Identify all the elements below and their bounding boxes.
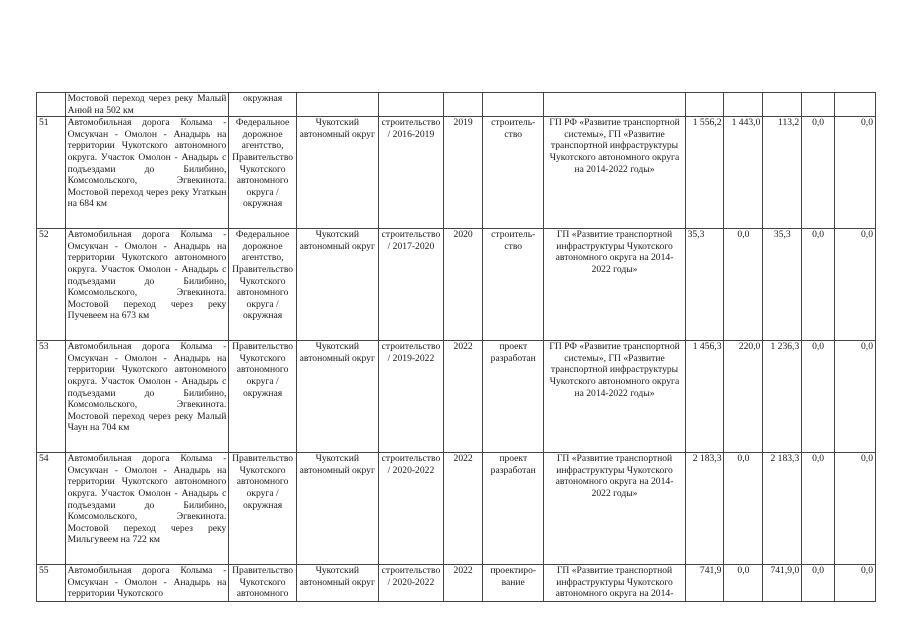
cell-year: 2022 bbox=[444, 453, 483, 565]
cell-local: 0,0 bbox=[802, 565, 835, 602]
cell-organization: Федеральное дорожное агентство, Правительство Чукотского автономного округа / окружная bbox=[229, 229, 297, 341]
objects-table bbox=[36, 92, 876, 602]
cell-stage: строитель-ство bbox=[483, 117, 544, 229]
cell-region bbox=[296, 93, 378, 117]
cell-other: 0,0 bbox=[834, 453, 875, 565]
table-row bbox=[37, 565, 876, 602]
cell-local bbox=[802, 93, 835, 117]
cell-federal: 1 443,0 bbox=[724, 117, 763, 229]
cell-total: 35,3 bbox=[685, 229, 724, 341]
cell-organization: Правительство Чукотского автономного округа / окружная bbox=[229, 453, 297, 565]
cell-year bbox=[444, 93, 483, 117]
cell-program: ГП РФ «Развитие транспортной системы», ГП «Развитие транспортной инфраструктуры Чукотского автономного округа на 2014-2022 годы» bbox=[544, 341, 685, 453]
cell-other bbox=[834, 93, 875, 117]
cell-other: 0,0 bbox=[834, 565, 875, 602]
cell-stage: проект разработан bbox=[483, 453, 544, 565]
cell-period: строительство / 2020-2022 bbox=[378, 565, 443, 602]
cell-object-name: Мостовой переход через реку Малый Анюй на 502 км bbox=[65, 93, 229, 117]
cell-region: Чукотский автономный округ bbox=[296, 453, 378, 565]
cell-year: 2022 bbox=[444, 565, 483, 602]
cell-other: 0,0 bbox=[834, 117, 875, 229]
cell-federal bbox=[724, 93, 763, 117]
cell-regional: 2 183,3 bbox=[763, 453, 802, 565]
cell-organization: окружная bbox=[229, 93, 297, 117]
cell-num: 52 bbox=[37, 229, 66, 341]
cell-regional: 741,9,0 bbox=[763, 565, 802, 602]
cell-regional: 1 236,3 bbox=[763, 341, 802, 453]
table-row bbox=[37, 117, 876, 229]
cell-region: Чукотский автономный округ bbox=[296, 341, 378, 453]
cell-federal: 0,0 bbox=[724, 453, 763, 565]
cell-federal: 0,0 bbox=[724, 565, 763, 602]
cell-year: 2019 bbox=[444, 117, 483, 229]
cell-local: 0,0 bbox=[802, 229, 835, 341]
cell-organization: Федеральное дорожное агентство, Правительство Чукотского автономного округа / окружная bbox=[229, 117, 297, 229]
cell-organization: Правительство Чукотского автономного bbox=[229, 565, 297, 602]
cell-object-name: Автомобильная дорога Колыма - Омсукчан - Омолон - Анадырь на территории Чукотского автономного округа. Участок Омолон - Анадырь с подъездами до Билибино, Комсомольского, Эгвекинота. Мостовой переход через реку Малый Чаун на 704 км bbox=[65, 341, 229, 453]
cell-regional: 35,3 bbox=[763, 229, 802, 341]
table-row bbox=[37, 453, 876, 565]
cell-program: ГП РФ «Развитие транспортной системы», ГП «Развитие транспортной инфраструктуры Чукотского автономного округа на 2014-2022 годы» bbox=[544, 117, 685, 229]
cell-regional: 113,2 bbox=[763, 117, 802, 229]
cell-total bbox=[685, 93, 724, 117]
cell-regional bbox=[763, 93, 802, 117]
cell-object-name: Автомобильная дорога Колыма - Омсукчан - Омолон - Анадырь на территории Чукотского автономного округа. Участок Омолон - Анадырь с подъездами до Билибино, Комсомольского, Эгвекинота. Мостовой переход через реку Угаткын на 684 км bbox=[65, 117, 229, 229]
cell-num: 55 bbox=[37, 565, 66, 602]
cell-num: 54 bbox=[37, 453, 66, 565]
cell-stage: проектиро-вание bbox=[483, 565, 544, 602]
cell-object-name: Автомобильная дорога Колыма - Омсукчан - Омолон - Анадырь на территории Чукотского автономного округа. Участок Омолон - Анадырь с подъездами до Билибино, Комсомольского, Эгвекинота. Мостовой переход через реку Мильгувеем на 722 км bbox=[65, 453, 229, 565]
cell-local: 0,0 bbox=[802, 453, 835, 565]
cell-total: 1 556,2 bbox=[685, 117, 724, 229]
cell-region: Чукотский автономный округ bbox=[296, 565, 378, 602]
cell-object-name: Автомобильная дорога Колыма - Омсукчан - Омолон - Анадырь на территории Чукотского автономного округа. Участок Омолон - Анадырь с подъездами до Билибино, Комсомольского, Эгвекинота. Мостовой переход через реку Пучевеем на 673 км bbox=[65, 229, 229, 341]
cell-total: 1 456,3 bbox=[685, 341, 724, 453]
cell-federal: 220,0 bbox=[724, 341, 763, 453]
cell-period: строительство / 2019-2022 bbox=[378, 341, 443, 453]
cell-stage bbox=[483, 93, 544, 117]
cell-period: строительство / 2020-2022 bbox=[378, 453, 443, 565]
cell-total: 741,9 bbox=[685, 565, 724, 602]
cell-local: 0,0 bbox=[802, 117, 835, 229]
cell-total: 2 183,3 bbox=[685, 453, 724, 565]
table-row bbox=[37, 341, 876, 453]
cell-stage: проект разработан bbox=[483, 341, 544, 453]
cell-program: ГП «Развитие транспортной инфраструктуры Чукотского автономного округа на 2014-2022 годы» bbox=[544, 453, 685, 565]
cell-period: строительство / 2016-2019 bbox=[378, 117, 443, 229]
cell-year: 2020 bbox=[444, 229, 483, 341]
cell-stage: строитель-ство bbox=[483, 229, 544, 341]
table-row-continuation bbox=[37, 93, 876, 117]
cell-num bbox=[37, 93, 66, 117]
cell-region: Чукотский автономный округ bbox=[296, 229, 378, 341]
cell-num: 51 bbox=[37, 117, 66, 229]
cell-federal: 0,0 bbox=[724, 229, 763, 341]
cell-program: ГП «Развитие транспортной инфраструктуры Чукотского автономного округа на 2014- bbox=[544, 565, 685, 602]
cell-program bbox=[544, 93, 685, 117]
cell-organization: Правительство Чукотского автономного округа / окружная bbox=[229, 341, 297, 453]
cell-year: 2022 bbox=[444, 341, 483, 453]
cell-region: Чукотский автономный округ bbox=[296, 117, 378, 229]
cell-object-name: Автомобильная дорога Колыма - Омсукчан - Омолон - Анадырь на территории Чукотского bbox=[65, 565, 229, 602]
cell-num: 53 bbox=[37, 341, 66, 453]
cell-period: строительство / 2017-2020 bbox=[378, 229, 443, 341]
cell-period bbox=[378, 93, 443, 117]
cell-program: ГП «Развитие транспортной инфраструктуры Чукотского автономного округа на 2014-2022 годы» bbox=[544, 229, 685, 341]
cell-local: 0,0 bbox=[802, 341, 835, 453]
cell-other: 0,0 bbox=[834, 229, 875, 341]
table-row bbox=[37, 229, 876, 341]
cell-other: 0,0 bbox=[834, 341, 875, 453]
